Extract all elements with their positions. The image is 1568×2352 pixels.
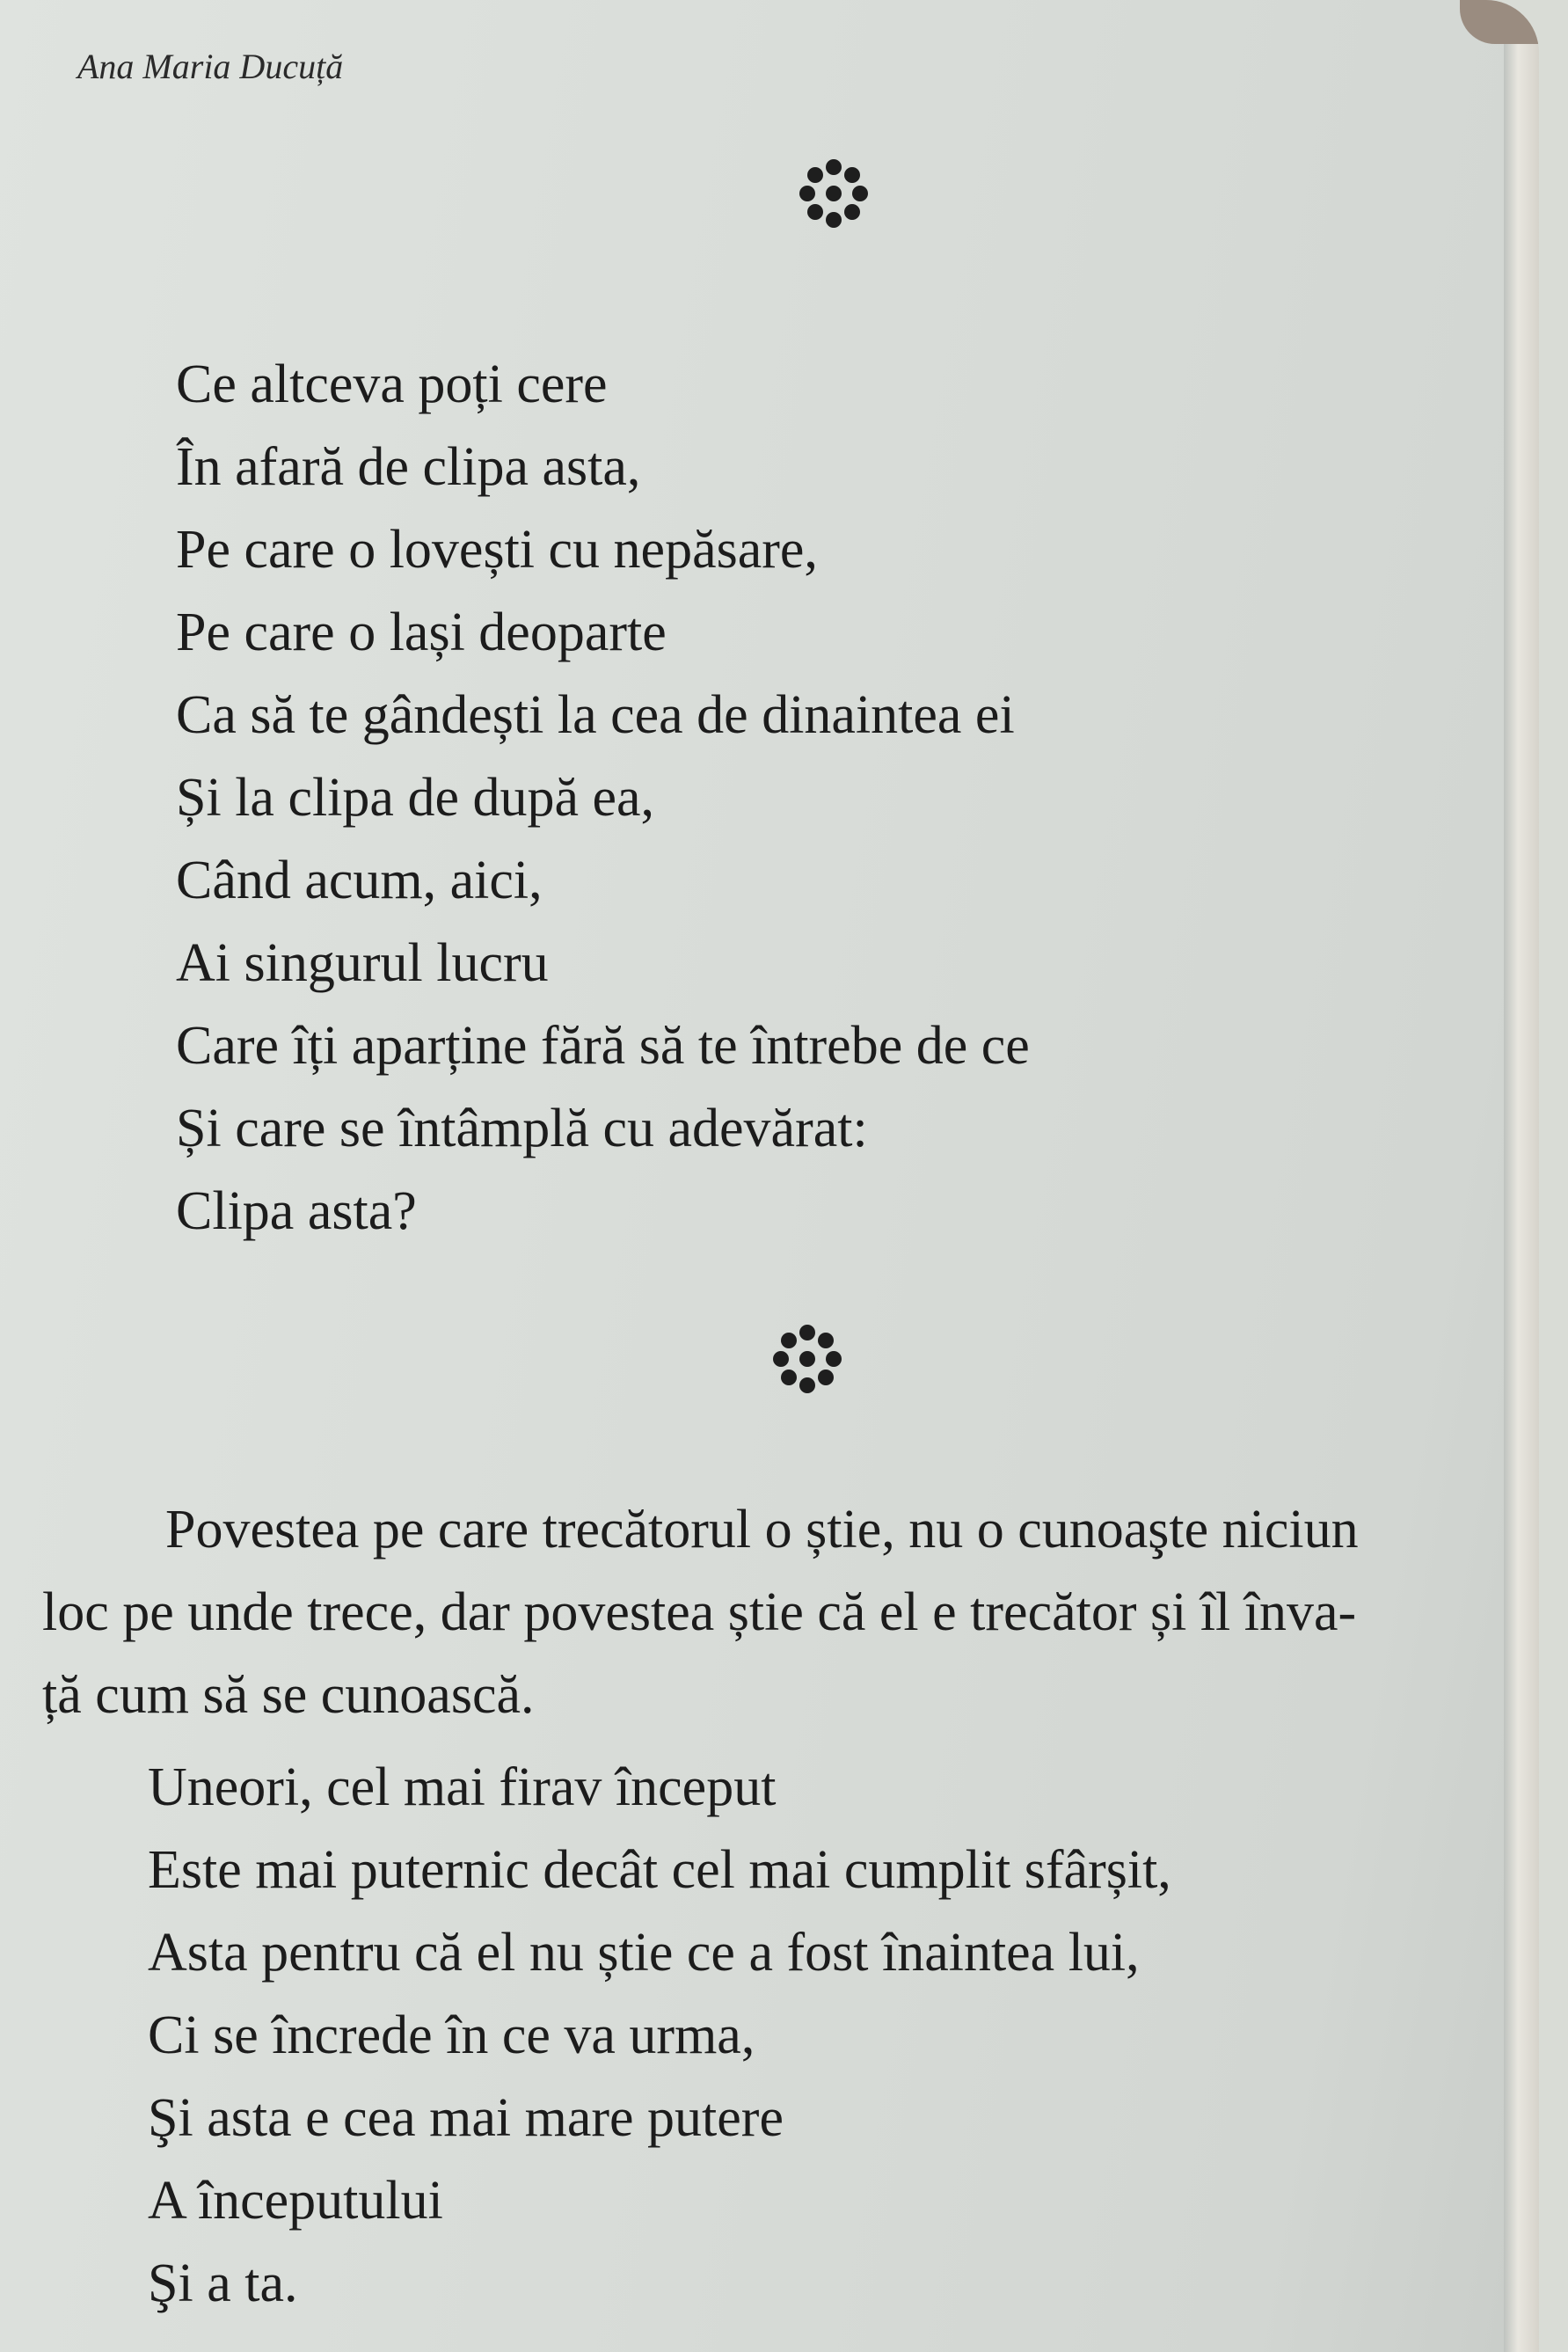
poem-line: A începutului [148, 2171, 443, 2231]
poem-line: Ca să te gândești la cea de dinaintea ei [176, 685, 1015, 745]
poem-line: Ci se încrede în ce va urma, [148, 2005, 755, 2065]
dotted-flower-icon [794, 154, 873, 233]
background-corner [1460, 0, 1539, 44]
poem-line: În afară de clipa asta, [176, 437, 641, 497]
poem-stanza-2 [148, 1746, 1171, 2325]
prose-line: Povestea pe care trecătorul o știe, nu o cunoaşte niciun [165, 1500, 1359, 1559]
prose-line: ță cum să se cunoască. [42, 1665, 535, 1725]
poem-line: Ce altceva poți cere [176, 354, 608, 414]
poem-line: Uneori, cel mai firav început [148, 1757, 777, 1817]
poem-line: Clipa asta? [176, 1181, 417, 1241]
poem-line: Și care se întâmplă cu adevărat: [176, 1099, 868, 1158]
poem-line: Și la clipa de după ea, [176, 768, 655, 828]
poem-line: Şi a ta. [148, 2253, 298, 2313]
page-edge [1504, 0, 1539, 2352]
prose-line: loc pe unde trece, dar povestea știe că el e trecător și îl înva- [42, 1582, 1357, 1642]
poem-line: Pe care o lovești cu nepăsare, [176, 520, 818, 580]
poem-line: Ai singurul lucru [176, 933, 549, 993]
poem-line: Asta pentru că el nu știe ce a fost înaintea lui, [148, 1923, 1140, 1983]
poem-line: Este mai puternic decât cel mai cumplit sfârșit, [148, 1840, 1171, 1900]
poem-line: Şi asta e cea mai mare putere [148, 2088, 784, 2148]
dotted-flower-icon [768, 1319, 847, 1399]
poem-line: Pe care o lași deoparte [176, 603, 667, 662]
poem-stanza-1 [176, 343, 1030, 1253]
running-header-author: Ana Maria Ducuță [77, 47, 344, 86]
prose-paragraph [42, 1488, 1539, 1736]
poem-line: Care îți aparține fără să te întrebe de ce [176, 1016, 1030, 1076]
poem-line: Când acum, aici, [176, 851, 543, 910]
